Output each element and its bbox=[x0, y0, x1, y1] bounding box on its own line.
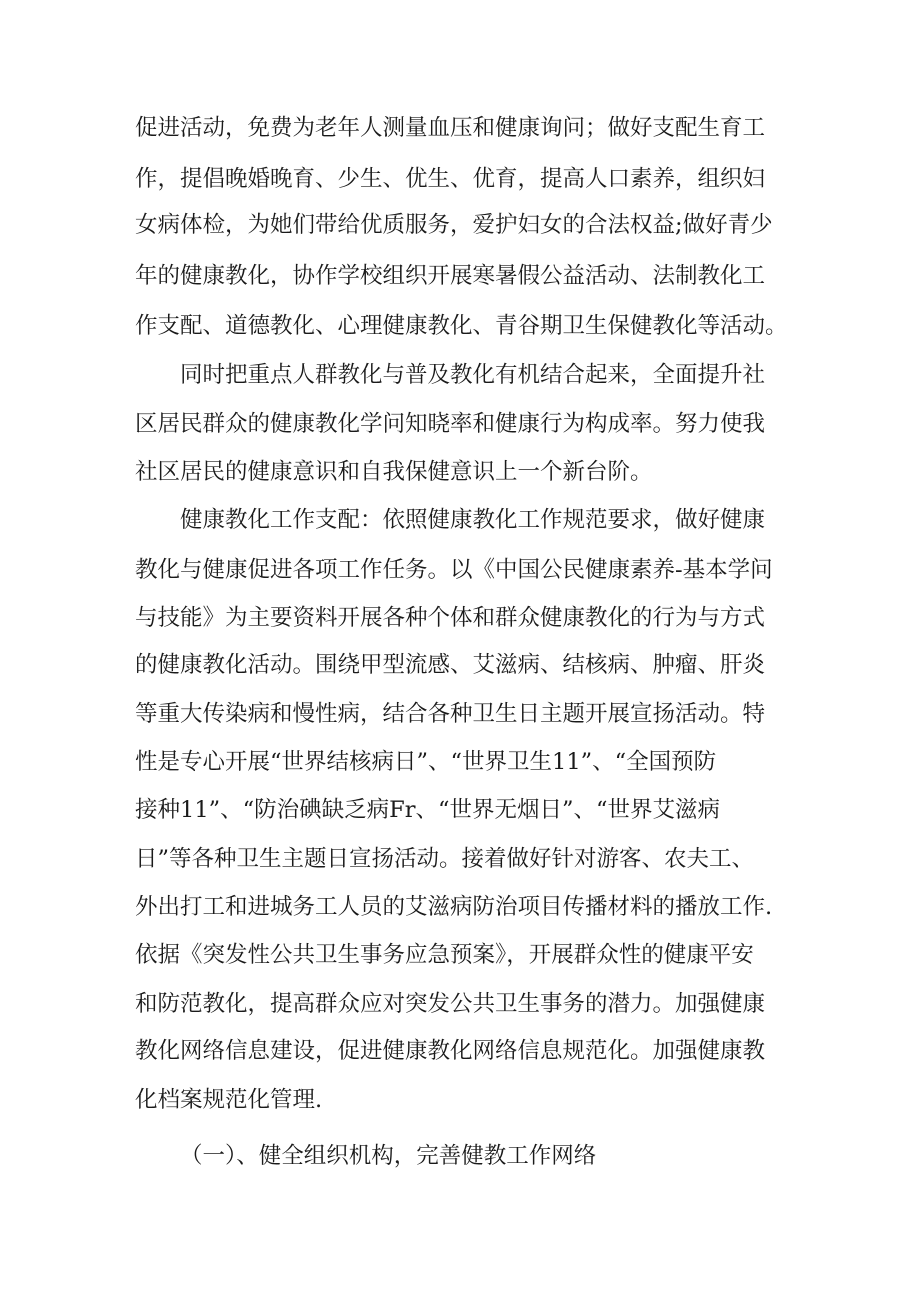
paragraph-line: 等重大传染病和慢性病，结合各种卫生日主题开展宣扬活动。特 bbox=[135, 701, 766, 727]
paragraph-line: 同时把重点人群教化与普及教化有机结合起来，全面提升社 bbox=[180, 362, 766, 388]
paragraph-line: 促进活动，免费为老年人测量血压和健康询问；做好支配生育工 bbox=[135, 115, 766, 141]
paragraph-line: 的健康教化活动。围绕甲型流感、艾滋病、结核病、肿瘤、肝炎 bbox=[135, 652, 766, 678]
paragraph-line: 日”等各种卫生主题日宣扬活动。接着做好针对游客、农夫工、 bbox=[135, 846, 755, 872]
paragraph-line: 健康教化工作支配：依照健康教化工作规范要求，做好健康 bbox=[180, 507, 766, 533]
paragraph-line: 年的健康教化，协作学校组织开展寒暑假公益活动、法制教化工 bbox=[135, 263, 766, 289]
paragraph-line: 作支配、道德教化、心理健康教化、青谷期卫生保健教化等活动。 bbox=[135, 313, 788, 339]
paragraph-line: 与技能》为主要资料开展各种个体和群众健康教化的行为与方式 bbox=[135, 605, 766, 631]
paragraph-line: 区居民群众的健康教化学问知晓率和健康行为构成率。努力使我 bbox=[135, 411, 766, 437]
paragraph-line: 和防范教化，提高群众应对突发公共卫生事务的潜力。加强健康 bbox=[135, 991, 766, 1017]
paragraph-line: 性是专心开展“世界结核病日”、“世界卫生11”、“全国预防 bbox=[135, 749, 717, 775]
paragraph-line: 依据《突发性公共卫生事务应急预案》，开展群众性的健康平安 bbox=[135, 942, 754, 968]
paragraph-line: 社区居民的健康意识和自我保健意识上一个新台阶。 bbox=[135, 459, 653, 485]
paragraph-line: 外出打工和进城务工人员的艾滋病防治项目传播材料的播放工作. bbox=[135, 894, 773, 920]
paragraph-line: 作，提倡晚婚晚育、少生、优生、优育，提高人口素养，组织妇 bbox=[135, 166, 766, 192]
paragraph-line: 女病体检，为她们带给优质服务，爱护妇女的合法权益;做好青少 bbox=[135, 212, 773, 238]
paragraph-line: 教化与健康促进各项工作任务。以《中国公民健康素养-基本学问 bbox=[135, 557, 773, 583]
section-heading: （一）、健全组织机构，完善健教工作网络 bbox=[180, 1143, 597, 1169]
paragraph-line: 化档案规范化管理. bbox=[135, 1087, 323, 1113]
paragraph-line: 接种11”、“防治碘缺乏病Fr、“世界无烟日”、“世界艾滋病 bbox=[135, 797, 721, 823]
paragraph-line: 教化网络信息建设，促进健康教化网络信息规范化。加强健康教 bbox=[135, 1038, 766, 1064]
